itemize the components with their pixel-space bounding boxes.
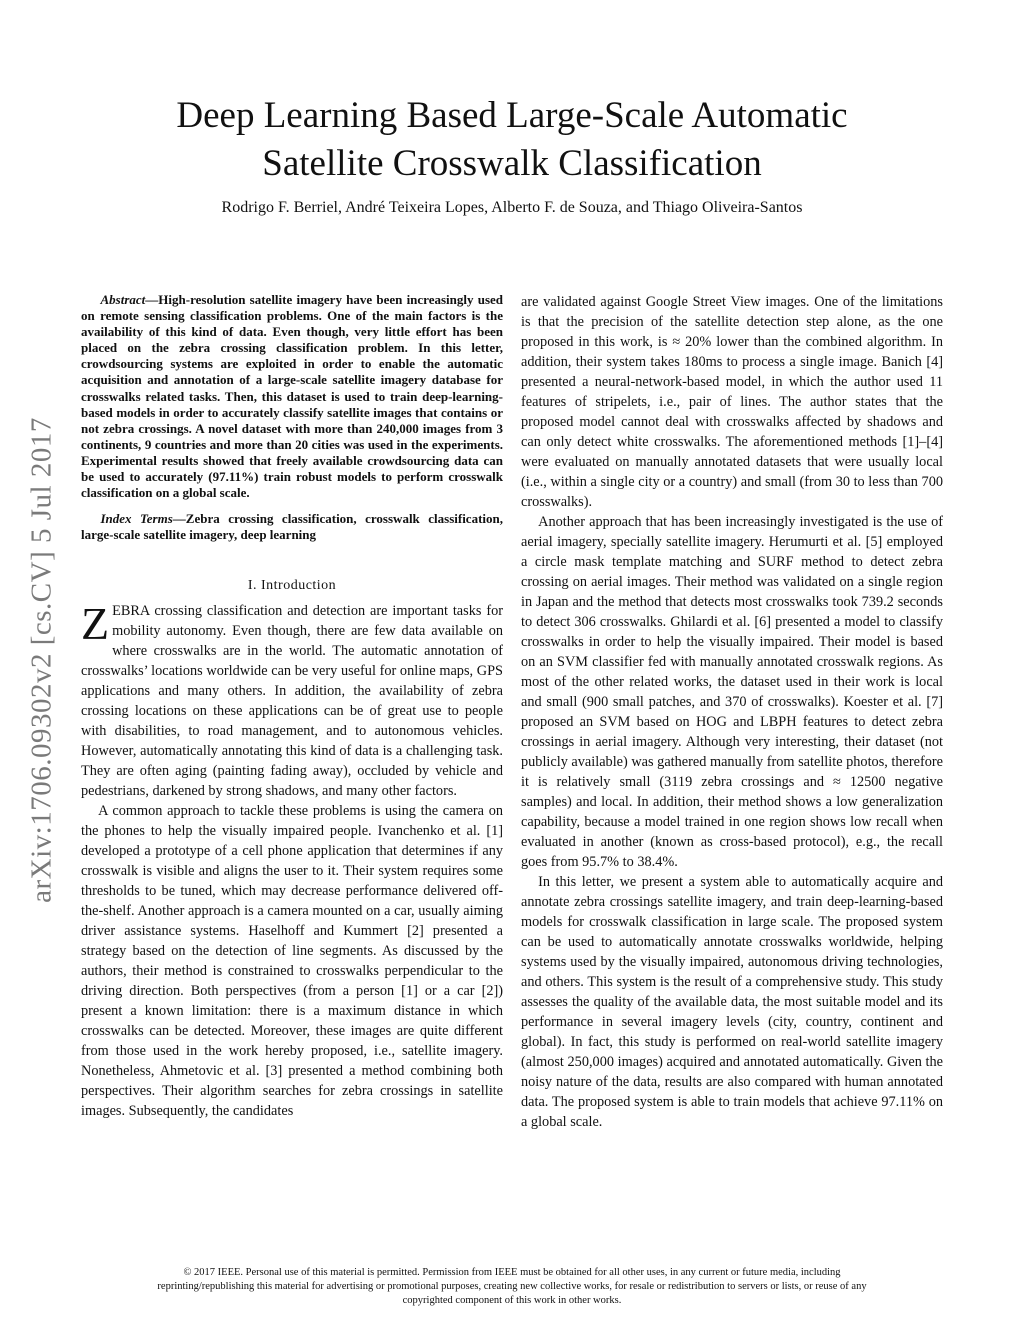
footer-line-3: copyrighted component of this work in other works. [402, 1295, 622, 1306]
right-paragraph-1: are validated against Google Street View images. One of the limitations is that the precision of the satellite detection step alone, as the one proposed in this work, is ≈ 20% lower than the combined algorithm. In addition, their system takes 180ms to process a single image. Banich [4] presented a neural-network-based model, in which the author used 11 features of stripelets, i.e., pair of lines. The author states that the proposed model cannot deal with crosswalks affected by shadows and can only detect white crosswalks. The aforementioned methods [1]–[4] were evaluated on manually annotated datasets that were usually local (i.e., within a single city or a country) and small (from 30 to less than 700 crosswalks). [521, 294, 943, 510]
index-terms [81, 511, 503, 543]
right-paragraph-3: In this letter, we present a system able to automatically acquire and annotate zebra crossings satellite imagery, and train deep-learning-based models for crosswalk classification in large scale. The proposed system can be used to automatically annotate crosswalks worldwide, helping systems used by the visually impaired, autonomous driving technologies, and others. This system is the result of a comprehensive study. This study assesses the quality of the available data, the most suitable model and its performance in several imagery levels (city, country, continent and global). In fact, this study is performed on real-world satellite imagery (almost 250,000 images) acquired and annotated automatically. Given the noisy nature of the data, results are also compared with human annotated data. The proposed system is able to train models that achieve 97.11% on a global scale. [521, 874, 943, 1130]
section-heading-introduction: I. Introduction [247, 578, 337, 594]
intro-paragraph-1 [81, 598, 503, 801]
arxiv-identifier [22, 360, 62, 960]
index-terms-text: —Zebra crossing classification, crosswalk classification, large-scale satellite imagery, deep learning [81, 511, 503, 543]
intro-paragraph-1-text: EBRA crossing classification and detection are important tasks for mobility autonomy. Even though, there are few data available on where crosswalks are in the world. The automatic annotation of crosswalks’ locations worldwide can be very useful for online maps, GPS applications and many others. In addition, the availability of zebra crossing locations on these applications can be of great use to people with disabilities, to road management, and to autonomous vehicles. However, automatically annotating this kind of data is a challenging task. They are often aging (painting fading away), occluded by vehicle and pedestrians, darkened by strong shadows, and many other factors. [81, 603, 503, 800]
paper-title [60, 92, 964, 188]
authors: Rodrigo F. Berriel, André Teixeira Lopes, Alberto F. de Souza, and Thiago Oliveira-Santos [221, 199, 803, 216]
intro-paragraph-2: A common approach to tackle these problems is using the camera on the phones to help the visually impaired people. Ivanchenko et al. [1] developed a prototype of a cell phone application that determines if any crosswalk is visible and aligns the user to it. Their system requires some thresholds to be tuned, which may decrease performance delivered off-the-shelf. Another approach is a camera mounted on a car, usually aiming driver assistance systems. Haselhoff and Kummert [2] presented a strategy based on the detection of line segments. As discussed by the authors, their method is constrained to crosswalks perpendicular to the driving direction. Both perspectives (from a person [1] or a car [2]) present a known limitation: there is a maximum distance in which crosswalks can be detected. Moreover, these images are quite different from those used in the work hereby proposed, i.e., satellite imagery. Nonetheless, Ahmetovic et al. [3] presented a method combining both perspectives. Their algorithm searches for zebra crossings in satellite images. Subsequently, the candidates [81, 803, 503, 1120]
left-column [81, 292, 503, 1121]
index-terms-label: Index Terms [100, 511, 173, 527]
abstract-label: Abstract [100, 292, 146, 307]
abstract [81, 292, 503, 501]
right-paragraph-2: Another approach that has been increasingly investigated is the use of aerial imagery, specially satellite imagery. Herumurti et al. [5] employed a circle mask template matching and SURF method to detect zebra crossing on aerial images. Their method was validated on a single region in Japan and the method that detects most crosswalks took 739.2 seconds to detect 306 crosswalks. Ghilardi et al. [6] presented a model to classify crosswalks in order to help the visually impaired. Their model is based on an SVM classifier fed with manually annotated crosswalk regions. As most of the other related works, the dataset used in their work is local and small (900 small patches, and 370 of crosswalks). Koester et al. [7] proposed an SVM based on HOG and LBPH features to detect zebra crossings in aerial imagery. Although very interesting, their dataset (not publicly available) was gathered manually from satellite photos, therefore it is relatively small (3119 zebra crossings and ≈ 12500 negative samples) and local. In addition, their method shows a low generalization capability, because a model trained in one region shows low recall when evaluated in another (known as cross-based protocol), e.g., the recall goes from 95.7% to 38.4%. [521, 514, 944, 870]
title-line-1: Deep Learning Based Large-Scale Automatic [176, 95, 848, 136]
footer-line-2: reprinting/republishing this material for advertising or promotional purposes, creating new collective works, for resale or redistribution to servers or lists, or reuse of any [157, 1281, 867, 1292]
copyright-footer [100, 1266, 924, 1308]
abstract-text: —High-resolution satellite imagery have been increasingly used on remote sensing classification problems. One of the main factors is the availability of this kind of data. Even though, very little effort has been placed on the zebra crossing classification problem. In this letter, crowdsourcing systems are exploited in order to enable the automatic acquisition and annotation of a large-scale satellite imagery database for crosswalks related tasks. Then, this dataset is used to train deep-learning-based models in order to accurately classify satellite images that contains or not zebra crossings. A novel dataset with more than 240,000 images from 3 continents, 9 countries and more than 20 cities was used in the experiments. Experimental results showed that freely available crowdsourcing data can be used to accurately (97.11%) train robust models to perform crosswalk classification on a global scale. [81, 292, 503, 501]
arxiv-identifier-text: arXiv:1706.09302v2 [cs.CV] 5 Jul 2017 [25, 417, 58, 903]
introduction-body [81, 598, 503, 1121]
right-column [521, 292, 943, 1132]
title-line-2: Satellite Crosswalk Classification [262, 143, 762, 184]
drop-cap: Z [81, 598, 110, 650]
footer-line-1: © 2017 IEEE. Personal use of this material is permitted. Permission from IEEE must be obtained for all other uses, in any current or future media, including [183, 1267, 841, 1278]
